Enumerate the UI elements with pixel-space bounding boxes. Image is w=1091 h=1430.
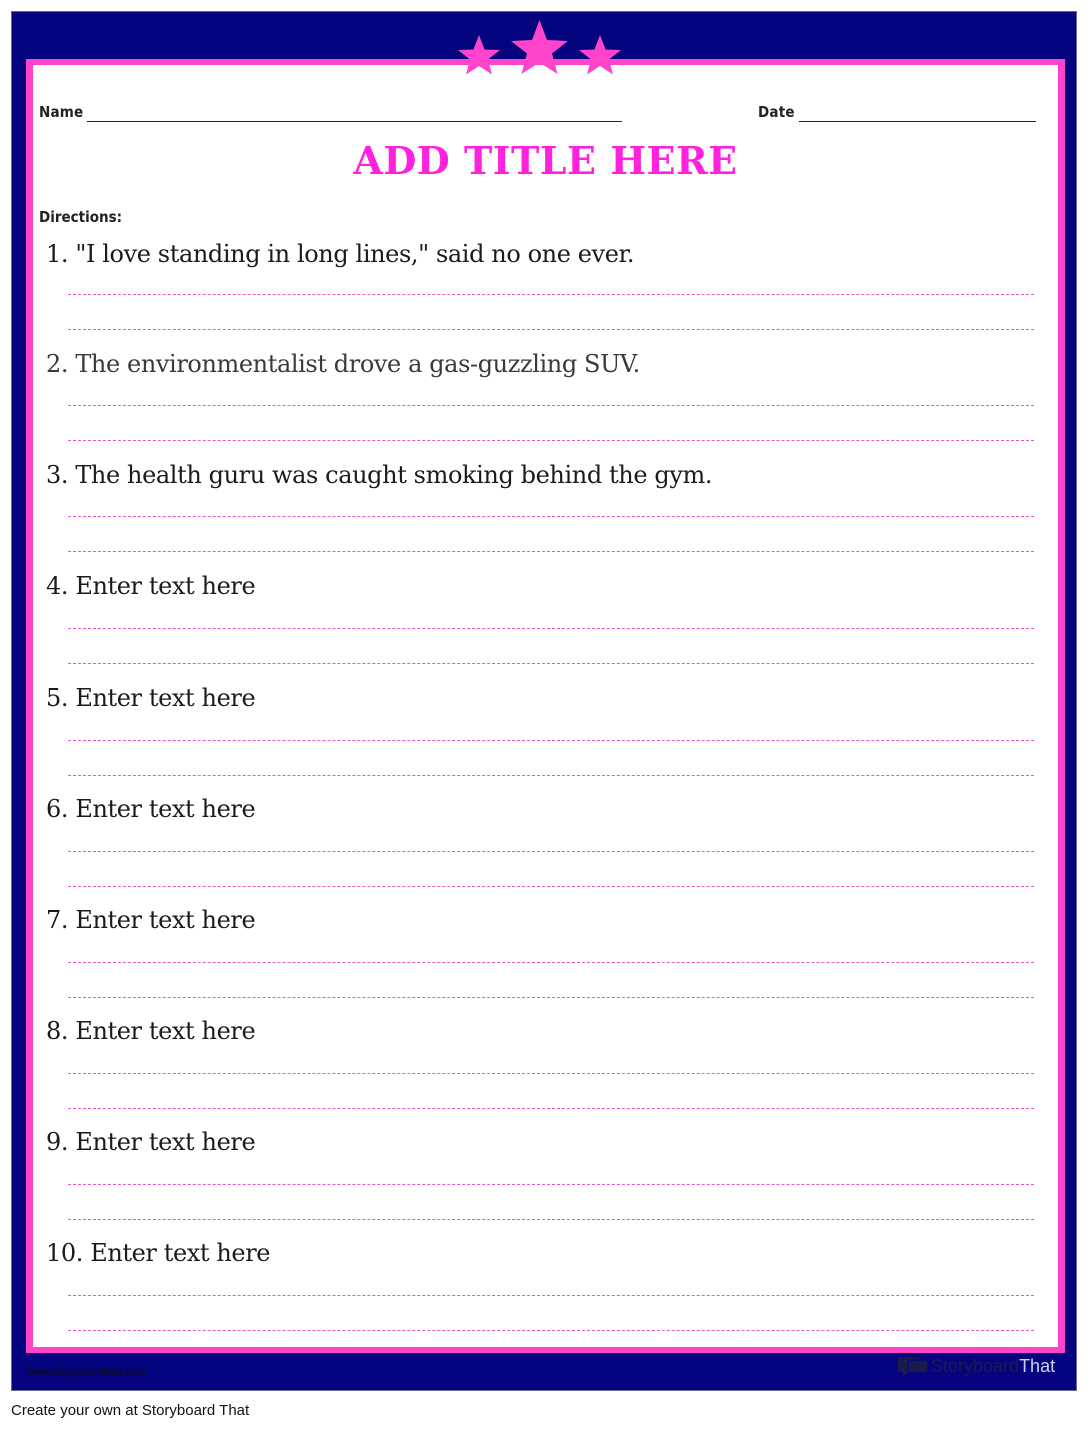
answer-line[interactable] bbox=[68, 440, 1034, 441]
answer-line[interactable] bbox=[68, 663, 1034, 664]
answer-line[interactable] bbox=[68, 628, 1034, 629]
answer-line[interactable] bbox=[68, 516, 1034, 517]
directions-label: Directions: bbox=[39, 208, 123, 226]
storyboardthat-logo[interactable] bbox=[897, 1354, 1055, 1378]
answer-line[interactable] bbox=[68, 740, 1034, 741]
question-text: 6. Enter text here bbox=[46, 795, 256, 823]
answer-line[interactable] bbox=[68, 551, 1034, 552]
answer-line[interactable] bbox=[68, 1184, 1034, 1185]
date-label: Date bbox=[758, 103, 795, 121]
caption-link[interactable]: Create your own at Storyboard That bbox=[11, 1402, 250, 1419]
logo-text-that: That bbox=[1019, 1355, 1056, 1376]
answer-line[interactable] bbox=[68, 1108, 1034, 1109]
question-text: 7. Enter text here bbox=[46, 906, 256, 934]
worksheet-title: ADD TITLE HERE bbox=[353, 138, 738, 183]
answer-line[interactable] bbox=[68, 405, 1034, 406]
question-text: 3. The health guru was caught smoking behind the gym. bbox=[46, 461, 713, 489]
question-text: 1. "I love standing in long lines," said no one ever. bbox=[46, 240, 635, 268]
footer-website[interactable]: www.storyboardthat.com bbox=[26, 1367, 146, 1378]
answer-line[interactable] bbox=[68, 1219, 1034, 1220]
answer-line[interactable] bbox=[68, 1330, 1034, 1331]
answer-line[interactable] bbox=[68, 997, 1034, 998]
speech-bubble-icon bbox=[897, 1354, 931, 1378]
question-text: 4. Enter text here bbox=[46, 572, 256, 600]
answer-line[interactable] bbox=[68, 851, 1034, 852]
answer-line[interactable] bbox=[68, 962, 1034, 963]
answer-line[interactable] bbox=[68, 329, 1034, 330]
question-text: 8. Enter text here bbox=[46, 1017, 256, 1045]
answer-line[interactable] bbox=[68, 1295, 1034, 1296]
name-label: Name bbox=[39, 103, 84, 121]
question-text: 9. Enter text here bbox=[46, 1128, 256, 1156]
logo-text-storyboard: Storyboard bbox=[931, 1355, 1020, 1376]
answer-line[interactable] bbox=[68, 294, 1034, 295]
answer-line[interactable] bbox=[68, 1073, 1034, 1074]
answer-line[interactable] bbox=[68, 886, 1034, 887]
question-text: 10. Enter text here bbox=[46, 1239, 271, 1267]
question-text: 5. Enter text here bbox=[46, 684, 256, 712]
question-text: 2. The environmentalist drove a gas-guzzling SUV. bbox=[46, 350, 640, 378]
answer-line[interactable] bbox=[68, 775, 1034, 776]
